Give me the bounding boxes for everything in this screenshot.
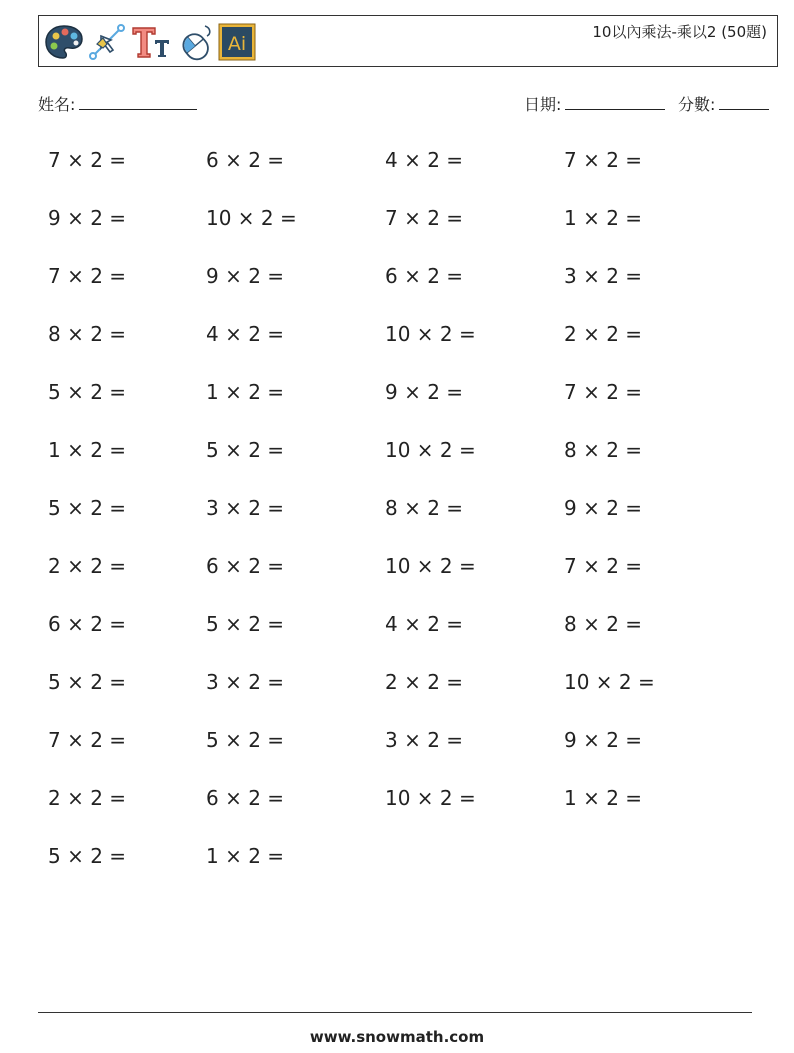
score-blank[interactable]: [719, 95, 769, 110]
math-problem: 1 × 2 =: [564, 786, 643, 810]
ai-icon: [217, 22, 257, 62]
math-problem: 8 × 2 =: [385, 496, 464, 520]
math-problem: 5 × 2 =: [206, 728, 285, 752]
math-problem: 9 × 2 =: [564, 728, 643, 752]
math-problem: 1 × 2 =: [206, 844, 285, 868]
math-problem: 7 × 2 =: [48, 148, 127, 172]
math-problem: 5 × 2 =: [206, 612, 285, 636]
pen-tool-icon: [87, 22, 127, 62]
math-problem: 7 × 2 =: [564, 380, 643, 404]
math-problem: 10 × 2 =: [206, 206, 297, 230]
math-problem: 4 × 2 =: [385, 612, 464, 636]
math-problem: 3 × 2 =: [564, 264, 643, 288]
name-label: 姓名:: [38, 95, 76, 114]
math-problem: 10 × 2 =: [564, 670, 655, 694]
footer-website: www.snowmath.com: [309, 1028, 485, 1046]
math-problem: 9 × 2 =: [385, 380, 464, 404]
math-problem: 5 × 2 =: [48, 496, 127, 520]
ai-icon-label: Ai: [227, 33, 247, 55]
math-problem: 3 × 2 =: [206, 670, 285, 694]
math-problem: 10 × 2 =: [385, 438, 476, 462]
mouse-icon: [175, 22, 215, 62]
text-icon: [129, 22, 173, 62]
name-blank[interactable]: [79, 95, 197, 110]
math-problem: 10 × 2 =: [385, 554, 476, 578]
math-problem: 7 × 2 =: [48, 728, 127, 752]
math-problem: 3 × 2 =: [385, 728, 464, 752]
math-problem: 3 × 2 =: [206, 496, 285, 520]
math-problem: 6 × 2 =: [206, 786, 285, 810]
date-blank[interactable]: [565, 95, 665, 110]
math-problem: 2 × 2 =: [564, 322, 643, 346]
math-problem: 1 × 2 =: [564, 206, 643, 230]
date-field: [524, 92, 665, 115]
math-problem: 8 × 2 =: [564, 438, 643, 462]
math-problem: 2 × 2 =: [48, 554, 127, 578]
math-problem: 7 × 2 =: [564, 148, 643, 172]
math-problem: 9 × 2 =: [206, 264, 285, 288]
math-problem: 7 × 2 =: [385, 206, 464, 230]
math-problem: 2 × 2 =: [48, 786, 127, 810]
palette-icon: [43, 22, 85, 62]
math-problem: 2 × 2 =: [385, 670, 464, 694]
name-field: [38, 92, 197, 115]
math-problem: 4 × 2 =: [385, 148, 464, 172]
icon-strip: [43, 20, 257, 64]
math-problem: 9 × 2 =: [48, 206, 127, 230]
math-problem: 6 × 2 =: [385, 264, 464, 288]
page-title: 10以內乘法-乘以2 (50題): [592, 23, 767, 41]
math-problem: 9 × 2 =: [564, 496, 643, 520]
math-problem: 8 × 2 =: [564, 612, 643, 636]
math-problem: 10 × 2 =: [385, 786, 476, 810]
math-problem: 6 × 2 =: [206, 148, 285, 172]
math-problem: 5 × 2 =: [48, 844, 127, 868]
score-label: 分數:: [678, 95, 716, 114]
math-problem: 4 × 2 =: [206, 322, 285, 346]
math-problem: 6 × 2 =: [48, 612, 127, 636]
footer-divider: [38, 1012, 752, 1013]
worksheet-header: [38, 15, 778, 67]
math-problem: 1 × 2 =: [206, 380, 285, 404]
math-problem: 8 × 2 =: [48, 322, 127, 346]
score-field: [678, 92, 769, 115]
date-label: 日期:: [524, 95, 562, 114]
math-problem: 5 × 2 =: [48, 380, 127, 404]
math-problem: 6 × 2 =: [206, 554, 285, 578]
math-problem: 5 × 2 =: [48, 670, 127, 694]
math-problem: 7 × 2 =: [564, 554, 643, 578]
math-problem: 5 × 2 =: [206, 438, 285, 462]
math-problem: 7 × 2 =: [48, 264, 127, 288]
math-problem: 10 × 2 =: [385, 322, 476, 346]
math-problem: 1 × 2 =: [48, 438, 127, 462]
